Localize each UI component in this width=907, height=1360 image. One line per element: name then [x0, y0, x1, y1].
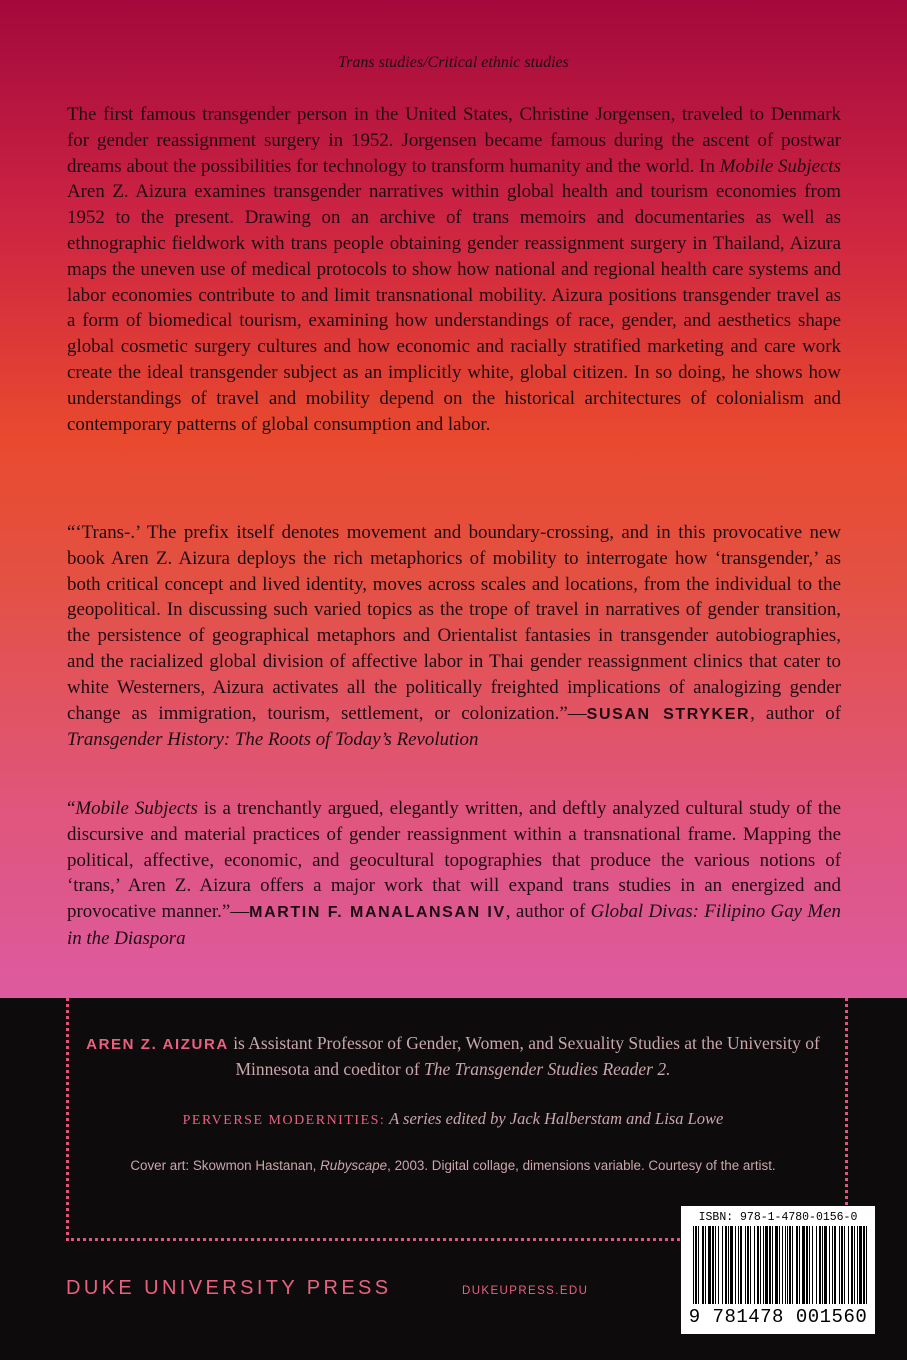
endorsement-manalansan-open: “ — [67, 798, 76, 819]
barcode-bar — [772, 1226, 773, 1304]
barcode-bar — [738, 1226, 739, 1304]
barcode-bar — [819, 1226, 821, 1304]
barcode-bar — [863, 1226, 865, 1304]
barcode-bar — [722, 1226, 723, 1304]
barcode-bar — [705, 1226, 706, 1304]
barcode-bar — [765, 1226, 768, 1304]
barcode-bar — [832, 1226, 833, 1304]
barcode-digits: 9 781478 001560 — [688, 1306, 868, 1328]
barcode-bar — [712, 1226, 714, 1304]
barcode-bar — [775, 1226, 778, 1304]
description-book-title: Mobile Subjects — [719, 155, 841, 177]
barcode-bar — [806, 1226, 808, 1304]
barcode-bar — [802, 1226, 805, 1304]
endorsement-manalansan-author: MARTIN F. MANALANSAN IV — [249, 904, 506, 922]
barcode-bar — [848, 1226, 849, 1304]
series-editors: A series edited by Jack Halberstam and Lisa Lowe — [385, 1109, 724, 1128]
endorsement-manalansan-title: Mobile Subjects — [75, 798, 198, 819]
endorsement-stryker-author: SUSAN STRYKER — [586, 705, 751, 723]
barcode-bar — [698, 1226, 699, 1304]
barcode-bar — [839, 1226, 840, 1304]
barcode-bar — [859, 1226, 862, 1304]
barcode-bar — [822, 1226, 823, 1304]
description-text-1: The first famous transgender person in the United States, Christine Jorgensen, traveled to Denmark for gender reassignment surgery in 1952. Jorgensen became famous during the ascent of postwar dreams about the possibilities for technology to transform humanity and the world. In — [67, 104, 841, 177]
barcode-bar — [715, 1226, 716, 1304]
barcode-bar — [730, 1226, 733, 1304]
publisher-website: DUKEUPRESS.EDU — [462, 1285, 589, 1297]
isbn-barcode — [681, 1206, 875, 1334]
publisher-name: DUKE UNIVERSITY PRESS — [66, 1277, 392, 1299]
book-description — [67, 102, 841, 437]
author-name: AREN Z. AIZURA — [86, 1036, 229, 1053]
barcode-bar — [702, 1226, 704, 1304]
barcode-bar — [796, 1226, 798, 1304]
barcode-bar — [789, 1226, 791, 1304]
barcode-bar — [757, 1226, 759, 1304]
barcode-bar — [841, 1226, 843, 1304]
barcode-bar — [782, 1226, 783, 1304]
barcode-bar — [693, 1226, 694, 1304]
author-bio — [84, 1031, 822, 1082]
barcode-bar — [854, 1226, 855, 1304]
barcode-bar — [718, 1226, 719, 1304]
barcode-bar — [824, 1226, 827, 1304]
category-label: Trans studies/Critical ethnic studies — [338, 54, 569, 71]
endorsement-manalansan-book: Global Divas: Filipino Gay Men in the Diaspora — [67, 901, 841, 949]
barcode-bar — [708, 1226, 711, 1304]
cover-art-credit — [84, 1158, 822, 1173]
description-text-2: Aren Z. Aizura examines transgender narratives within global health and tourism economies from 1952 to the present. Drawing on an archive of trans memoirs and documentaries as well as ethnographic fieldwork with trans people obtaining gender reassignment surgery in Thailand, Aizura maps the uneven use of medical protocols to show how national and regional health care systems and labor economies contribute to and limit transnational mobility. Aizura positions transgender travel as a form of biomedical tourism, examining how understandings of race, gender, and aesthetics shape global cosmetic surgery cultures and how economic and racially stratified marketing and care work create the ideal transgender subject as an implicitly white, global citizen. In so doing, he shows how understandings of travel and mobility depend on the historical architectures of colonialism and contemporary patterns of global consumption and labor. — [67, 181, 841, 435]
barcode-bar — [760, 1226, 761, 1304]
barcode-bar — [866, 1226, 867, 1304]
barcode-bar — [785, 1226, 786, 1304]
barcode-bar — [792, 1226, 793, 1304]
barcode-bar — [735, 1226, 736, 1304]
endorsement-stryker-author-of: , author of — [750, 702, 841, 724]
barcode-bar — [834, 1226, 836, 1304]
isbn-label: ISBN: 978-1-4780-0156-0 — [698, 1211, 858, 1224]
barcode-bar — [763, 1226, 764, 1304]
barcode-bar — [787, 1226, 788, 1304]
endorsement-stryker-text: “‘Trans-.’ The prefix itself denotes movement and boundary-crossing, and in this provocative new book Aren Z. Aizura deploys the rich metaphorics of mobility to interrogate how ‘transgender,’ as both critical concept and lived identity, moves across scales and locations, from the individual to the geopolitical. In discussing such varied topics as the trope of travel in narratives of gender transition, the persistence of geographical metaphors and Orientalist fantasies in transgender autobiographies, and the racialized global division of affective labor in Thai gender reassignment clinics that cater to white Westerners, Aizura activates all the politically freighted implications of analogizing gender change as immigration, tourism, settlement, or colonization.”— — [67, 522, 841, 724]
barcode-bar — [750, 1226, 751, 1304]
series-line — [84, 1109, 822, 1129]
series-name: PERVERSE MODERNITIES: — [182, 1113, 386, 1128]
barcode-bar — [816, 1226, 817, 1304]
barcode-bar — [695, 1226, 697, 1304]
endorsement-manalansan — [67, 796, 841, 952]
barcode-bar — [779, 1226, 780, 1304]
credit-post: , 2003. Digital collage, dimensions variable. Courtesy of the artist. — [387, 1158, 776, 1173]
credit-pre: Cover art: Skowmon Hastanan, — [130, 1158, 321, 1173]
endorsement-stryker — [67, 520, 841, 753]
endorsement-manalansan-text: is a trenchantly argued, elegantly written, and deftly analyzed cultural study of the discursive and material practices of gender reassignment within a transnational frame. Mapping the political, affective, economic, and geocultural topographies that produce the various notions of ‘trans,’ Aren Z. Aizura offers a major work that will expand trans studies in an energized and provocative manner.”— — [67, 798, 842, 923]
barcode-bar — [745, 1226, 746, 1304]
endorsement-stryker-book: Transgender History: The Roots of Today’s Revolution — [67, 729, 479, 751]
barcode-bar — [754, 1226, 755, 1304]
barcode-bar — [725, 1226, 727, 1304]
barcode-bar — [747, 1226, 749, 1304]
barcode-bar — [812, 1226, 813, 1304]
barcode-bar — [851, 1226, 853, 1304]
author-bio-text: is Assistant Professor of Gender, Women, and Sexuality Studies at the University of Minnesota and coeditor of — [228, 1033, 820, 1079]
barcode-bar — [769, 1226, 771, 1304]
barcode-bar — [799, 1226, 800, 1304]
barcode-bar — [740, 1226, 742, 1304]
endorsement-manalansan-author-of: , author of — [505, 901, 591, 923]
author-bio-book: The Transgender Studies Reader 2. — [424, 1059, 671, 1079]
barcode-bar — [728, 1226, 729, 1304]
credit-artwork-title: Rubyscape — [320, 1158, 388, 1173]
barcode-bar — [857, 1226, 858, 1304]
barcode-bar — [844, 1226, 845, 1304]
barcode-bar — [809, 1226, 810, 1304]
barcode-bar — [829, 1226, 830, 1304]
